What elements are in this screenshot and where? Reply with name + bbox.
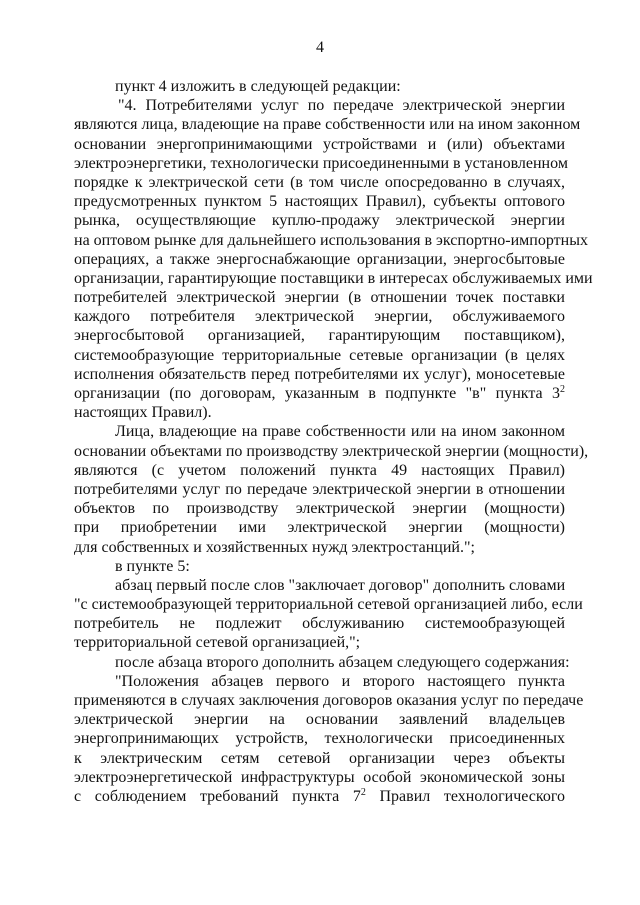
text-line: электроэнергетической инфраструктуры особой экономической зоны — [74, 768, 565, 786]
superscript: 2 — [360, 786, 366, 798]
superscript: 2 — [560, 384, 565, 395]
text-line-part: с соблюдением требований пункта 7 — [74, 787, 361, 805]
text-line: энергопринимающих устройств, технологически присоединенных — [74, 730, 565, 748]
text-line: электрической энергии на основании заявлений владельцев — [74, 711, 565, 729]
text-line: применяются в случаях заключения договоров оказания услуг по передаче — [74, 692, 584, 709]
text-line: каждого потребителя электрической энергии, обслуживаемого — [74, 308, 565, 326]
text-line: "Положения абзацев первого и второго настоящего пункта — [115, 672, 565, 690]
text-line: организации, гарантирующие поставщики в интересах обслуживаемых ими — [74, 269, 593, 287]
text-line: являются лица, владеющие на праве собственности или на ином законном — [74, 116, 581, 134]
text-line — [74, 787, 565, 806]
text-line-main: организации (по договорам, указанным в подпункте "в" пункта 3 — [74, 385, 560, 402]
body-text — [74, 77, 593, 806]
text-line: операциях, а также энергоснабжающие организации, энергосбытовые — [74, 250, 565, 268]
text-line: пункт 4 изложить в следующей редакции: — [115, 78, 401, 95]
text-line-part: Правил технологического — [365, 787, 566, 805]
text-line: Лица, владеющие на праве собственности или на ином законном — [115, 423, 565, 441]
text-line: при приобретении ими электрической энергии (мощности) — [74, 519, 565, 537]
text-line: являются (с учетом положений пункта 49 настоящих Правил) — [74, 461, 565, 479]
text-line: потребителей электрической энергии (в отношении точек поставки — [74, 289, 565, 307]
text-line: рынка, осуществляющие куплю-продажу электрической энергии — [74, 212, 565, 230]
text-line: в пункте 5: — [115, 557, 190, 575]
text-line: исполнения обязательств перед потребителями их услуг), моносетевые — [74, 365, 565, 383]
text-line: электроэнергетики, технологически присоединенными в установленном — [74, 154, 568, 172]
text-line: для собственных и хозяйственных нужд электростанций."; — [74, 538, 475, 556]
text-line: "с системообразующей территориальной сетевой организацией либо, если — [74, 596, 583, 614]
text-line — [74, 384, 565, 403]
text-line: настоящих Правил). — [74, 404, 212, 422]
text-line: основании энергопринимающими устройствами и (или) объектами — [74, 135, 565, 153]
text-line: к электрическим сетям сетевой организации через объекты — [74, 749, 565, 767]
text-line: объектов по производству электрической энергии (мощности) — [74, 500, 565, 518]
text-line: "4. Потребителями услуг по передаче электрической энергии — [118, 97, 565, 115]
text-line: потребитель не подлежит обслуживанию системообразующей — [74, 615, 565, 633]
text-line: после абзаца второго дополнить абзацем следующего содержания: — [115, 653, 570, 671]
page-number: 4 — [316, 39, 324, 56]
text-line: на оптовом рынке для дальнейшего использования в экспортно-импортных — [74, 231, 588, 249]
text-line: энергосбытовой организацией, гарантирующим поставщиком), — [74, 327, 565, 345]
text-line: потребителями услуг по передаче электрической энергии в отношении — [74, 480, 565, 498]
text-line: территориальной сетевой организацией,"; — [74, 634, 361, 652]
text-line: основании объектами по производству электрической энергии (мощности), — [74, 442, 589, 460]
text-line: предусмотренных пунктом 5 настоящих Правил), субъекты оптового — [74, 193, 565, 211]
text-line: системообразующие территориальные сетевые организации (в целях — [74, 346, 565, 364]
text-line: абзац первый после слов "заключает договор" дополнить словами — [115, 576, 566, 594]
text-line: порядке к электрической сети (в том числе опосредованно в случаях, — [74, 173, 565, 191]
